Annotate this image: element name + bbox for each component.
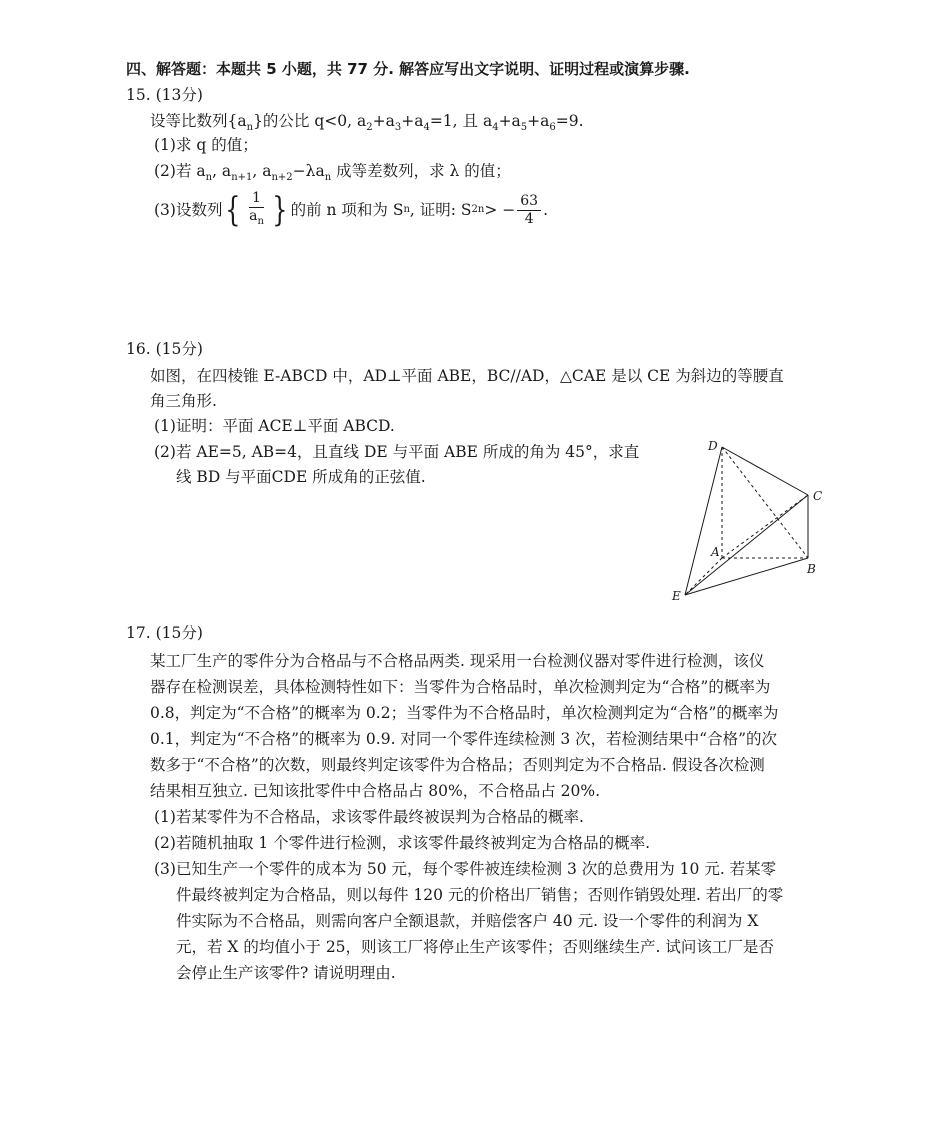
q16-part2-line2: 线 BD 与平面CDE 所成角的正弦值. [176,468,426,486]
q17-stem-line4: 0.1，判定为“不合格”的概率为 0.9. 对同一个零件连续检测 3 次，若检测结果中“合格”的次 [150,730,777,748]
q15-part3: (3)设数列 { $\frac{1}{a_n}$ } 的前 n 项和为 S n , 证明: S 2n > − $\frac{63}{4}$ . [154,189,549,230]
q17-part3-line1: (3)已知生产一个零件的成本为 50 元，每个零件被连续检测 3 次的总费用为 10 元. 若某零 [154,860,777,878]
q17-part3-line3: 件实际为不合格品，则需向客户全额退款，并赔偿客户 40 元. 设一个零件的利润为 X [176,912,759,930]
q17-stem-line1: 某工厂生产的零件分为合格品与不合格品两类. 现采用一台检测仪器对零件进行检测，该仪 [150,652,765,670]
q15-part1: (1)求 q 的值； [154,136,258,154]
edge-DB [722,447,808,558]
sequence-reciprocal: { $\frac{1}{a_n}$ } [225,189,288,230]
q17-part2: (2)若随机抽取 1 个零件进行检测，求该零件最终被判定为合格品的概率. [154,834,651,852]
q17-part3-line4: 元，若 X 的均值小于 25，则该工厂将停止生产该零件；否则继续生产. 试问该工厂是否 [176,938,774,956]
edge-DE [685,447,722,595]
q16-stem-line2: 角三角形. [150,392,217,410]
q17-stem-line6: 结果相互独立. 已知该批零件中合格品占 80%，不合格品占 20%. [150,782,601,800]
q17-stem-line3: 0.8，判定为“不合格”的概率为 0.2；当零件为不合格品时，单次检测判定为“合格”的概率为 [150,704,779,722]
label-A: A [711,545,720,559]
edge-CE [685,495,808,595]
q16-part2-line1: (2)若 AE=5, AB=4，且直线 DE 与平面 ABE 所成的角为 45°，求直 [154,443,640,461]
q16-part1: (1)证明：平面 ACE⊥平面 ABCD. [154,417,395,435]
q17-part3-line5: 会停止生产该零件? 请说明理由. [176,964,396,982]
edge-AC [722,495,808,558]
fraction-63-4: $\frac{63}{4}$ [517,193,541,228]
q15-number: 15. (13分) [126,86,203,104]
label-C: C [813,489,823,503]
label-D: D [708,439,718,453]
label-B: B [807,562,816,576]
q15-part2: (2)若 $a_n$, $a_{n+1}$, $a_{n+2}-\lambda a_n$ 成等差数列，求 λ 的值； [154,162,511,184]
q15-stem: 设等比数列$\{a_n\}$的公比 q<0, $a_2+a_3+a_4=1$, 且 $a_4+a_5+a_6=9$. [150,112,584,134]
section-header: 四、解答题：本题共 5 小题，共 77 分. 解答应写出文字说明、证明过程或演算步骤. [126,60,690,78]
q17-stem-line5: 数多于“不合格”的次数，则最终判定该零件为合格品；否则判定为不合格品. 假设各次检测 [150,756,765,774]
label-E: E [672,589,681,603]
edge-DC [722,447,808,495]
pyramid-figure [660,430,840,605]
q17-part3-line2: 件最终被判定为合格品，则以每件 120 元的价格出厂销售；否则作销毁处理. 若出厂的零 [176,886,784,904]
q17-number: 17. (15分) [126,624,203,642]
q16-number: 16. (15分) [126,340,203,358]
q17-part1: (1)若某零件为不合格品，求该零件最终被误判为合格品的概率. [154,808,584,826]
q16-stem-line1: 如图，在四棱锥 E-ABCD 中，AD⊥平面 ABE，BC//AD，△CAE 是以 CE 为斜边的等腰直 [150,367,784,385]
q17-stem-line2: 器存在检测误差，具体检测特性如下：当零件为合格品时，单次检测判定为“合格”的概率为 [150,678,771,696]
